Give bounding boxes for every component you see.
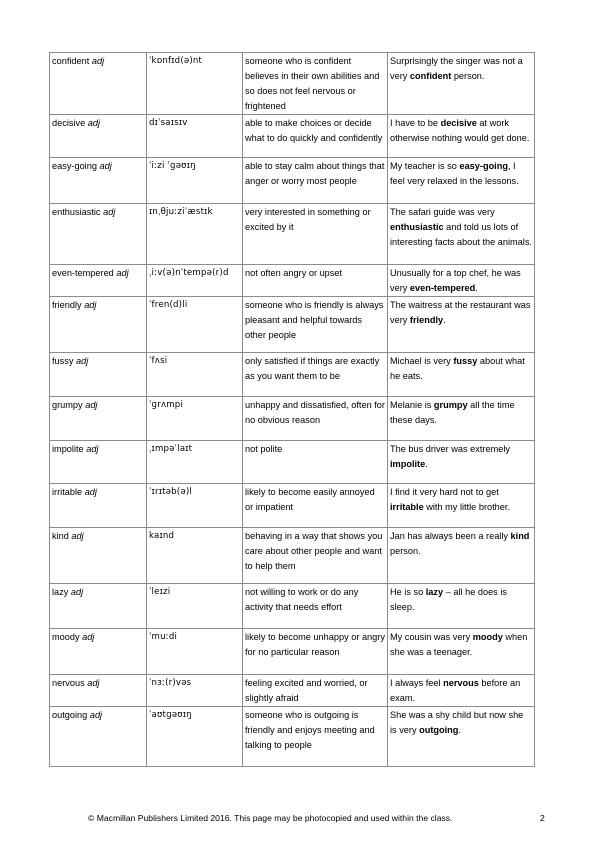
example-keyword: friendly bbox=[409, 315, 444, 325]
example-text: He is so bbox=[390, 587, 426, 597]
part-of-speech: adj bbox=[87, 118, 101, 128]
table-row bbox=[50, 675, 535, 707]
part-of-speech: adj bbox=[70, 587, 84, 597]
example-keyword: lazy bbox=[425, 587, 444, 597]
headword-cell bbox=[50, 629, 147, 675]
definition-cell: feeling excited and worried, or slightly afraid bbox=[243, 675, 388, 707]
table-row bbox=[50, 353, 535, 397]
table-row bbox=[50, 204, 535, 265]
example-text: when she was a teenager. bbox=[390, 632, 528, 657]
part-of-speech: adj bbox=[76, 356, 89, 366]
table-row bbox=[50, 115, 535, 158]
headword: outgoing bbox=[52, 710, 88, 720]
table-row bbox=[50, 158, 535, 204]
headword: decisive bbox=[52, 118, 86, 128]
example-text: . bbox=[443, 315, 446, 325]
example-cell bbox=[388, 158, 535, 204]
example-keyword: impolite bbox=[390, 459, 426, 469]
example-text: I find it very hard not to get bbox=[390, 487, 499, 497]
definition-cell: behaving in a way that shows you care about other people and want to help them bbox=[243, 528, 388, 584]
part-of-speech: adj bbox=[84, 487, 97, 497]
table-row bbox=[50, 441, 535, 484]
example-cell bbox=[388, 584, 535, 629]
table-row bbox=[50, 397, 535, 441]
example-keyword: decisive bbox=[440, 118, 477, 128]
headword-cell bbox=[50, 53, 147, 115]
example-cell bbox=[388, 353, 535, 397]
example-text: , I feel very relaxed in the lessons. bbox=[390, 161, 519, 186]
headword: even-tempered bbox=[52, 268, 114, 278]
pronunciation-cell: ˈiːzi ˈɡəʊɪŋ bbox=[147, 158, 243, 204]
headword: impolite bbox=[52, 444, 84, 454]
example-text: before an exam. bbox=[390, 678, 521, 703]
definition-cell: likely to become unhappy or angry for no particular reason bbox=[243, 629, 388, 675]
headword-cell bbox=[50, 397, 147, 441]
headword: moody bbox=[52, 632, 80, 642]
part-of-speech: adj bbox=[82, 632, 95, 642]
example-text: Jan has always been a really bbox=[390, 531, 511, 541]
example-keyword: even-tempered bbox=[409, 283, 476, 293]
headword: fussy bbox=[52, 356, 74, 366]
example-text: person. bbox=[451, 71, 485, 81]
example-keyword: irritable bbox=[390, 502, 424, 512]
table-row bbox=[50, 265, 535, 297]
example-cell bbox=[388, 441, 535, 484]
definition-cell: very interested in something or excited by it bbox=[243, 204, 388, 265]
example-cell bbox=[388, 204, 535, 265]
pronunciation-cell: ˈɪrɪtəb(ə)l bbox=[147, 484, 243, 528]
vocabulary-table bbox=[49, 52, 535, 767]
example-cell bbox=[388, 265, 535, 297]
headword: irritable bbox=[52, 487, 83, 497]
headword-cell bbox=[50, 484, 147, 528]
headword-cell bbox=[50, 297, 147, 353]
pronunciation-cell: ˈmuːdi bbox=[147, 629, 243, 675]
pronunciation-cell: ˈnɜː(r)vəs bbox=[147, 675, 243, 707]
part-of-speech: adj bbox=[71, 531, 84, 541]
example-text: My cousin was very bbox=[390, 632, 473, 642]
headword: enthusiastic bbox=[52, 207, 101, 217]
headword-cell bbox=[50, 707, 147, 767]
headword: lazy bbox=[52, 587, 69, 597]
headword: kind bbox=[52, 531, 69, 541]
part-of-speech: adj bbox=[89, 710, 103, 720]
headword-cell bbox=[50, 675, 147, 707]
example-text: Surprisingly the singer was not a very bbox=[390, 56, 523, 81]
definition-cell: likely to become easily annoyed or impatient bbox=[243, 484, 388, 528]
example-cell bbox=[388, 53, 535, 115]
example-cell bbox=[388, 675, 535, 707]
headword-cell bbox=[50, 158, 147, 204]
example-keyword: moody bbox=[472, 632, 503, 642]
example-text: I have to be bbox=[390, 118, 441, 128]
definition-cell: not often angry or upset bbox=[243, 265, 388, 297]
example-text: at work otherwise nothing would get done. bbox=[390, 118, 530, 143]
example-text: person. bbox=[390, 546, 421, 556]
pronunciation-cell: ˈfʌsi bbox=[147, 353, 243, 397]
pronunciation-cell: ɪnˌθjuːziˈæstɪk bbox=[147, 204, 243, 265]
example-keyword: nervous bbox=[443, 678, 479, 688]
example-keyword: enthusiastic bbox=[390, 222, 444, 232]
copyright-notice: © Macmillan Publishers Limited 2016. This page may be photocopied and used within the class. bbox=[88, 813, 453, 823]
table-row bbox=[50, 484, 535, 528]
pronunciation-cell: ˌɪmpəˈlaɪt bbox=[147, 441, 243, 484]
part-of-speech: adj bbox=[116, 268, 129, 278]
definition-cell: able to stay calm about things that anger or worry most people bbox=[243, 158, 388, 204]
table-row bbox=[50, 584, 535, 629]
example-cell bbox=[388, 397, 535, 441]
example-keyword: easy-going bbox=[459, 161, 508, 171]
definition-cell: only satisfied if things are exactly as you want them to be bbox=[243, 353, 388, 397]
headword: friendly bbox=[52, 300, 82, 310]
example-keyword: grumpy bbox=[433, 400, 468, 410]
headword: nervous bbox=[52, 678, 85, 688]
definition-cell: someone who is outgoing is friendly and enjoys meeting and talking to people bbox=[243, 707, 388, 767]
pronunciation-cell: kaɪnd bbox=[147, 528, 243, 584]
example-text: . bbox=[475, 283, 478, 293]
pronunciation-cell: ˈaʊtɡəʊɪŋ bbox=[147, 707, 243, 767]
example-text: all the time these days. bbox=[390, 400, 515, 425]
part-of-speech: adj bbox=[91, 56, 105, 66]
definition-cell: not willing to work or do any activity that needs effort bbox=[243, 584, 388, 629]
example-text: and told us lots of interesting facts about the animals. bbox=[390, 222, 532, 247]
definition-cell: not polite bbox=[243, 441, 388, 484]
part-of-speech: adj bbox=[99, 161, 112, 171]
part-of-speech: adj bbox=[87, 678, 100, 688]
table-row bbox=[50, 297, 535, 353]
example-text: – all he does is sleep. bbox=[390, 587, 507, 612]
table-row bbox=[50, 53, 535, 115]
part-of-speech: adj bbox=[103, 207, 116, 217]
example-text: The waitress at the restaurant was very bbox=[390, 300, 531, 325]
headword-cell bbox=[50, 528, 147, 584]
example-text: My teacher is so bbox=[390, 161, 460, 171]
example-keyword: fussy bbox=[453, 356, 478, 366]
example-cell bbox=[388, 528, 535, 584]
headword: confident bbox=[52, 56, 90, 66]
headword-cell bbox=[50, 353, 147, 397]
page-number: 2 bbox=[540, 813, 545, 823]
headword: easy-going bbox=[52, 161, 97, 171]
part-of-speech: adj bbox=[85, 400, 98, 410]
headword-cell bbox=[50, 441, 147, 484]
pronunciation-cell: ˌiːv(ə)nˈtempə(r)d bbox=[147, 265, 243, 297]
definition-cell: someone who is friendly is always pleasant and helpful towards other people bbox=[243, 297, 388, 353]
example-cell bbox=[388, 629, 535, 675]
example-cell bbox=[388, 484, 535, 528]
example-text: with my little brother. bbox=[423, 502, 510, 512]
example-text: Michael is very bbox=[390, 356, 454, 366]
pronunciation-cell: ˈɡrʌmpi bbox=[147, 397, 243, 441]
example-cell bbox=[388, 115, 535, 158]
table-row bbox=[50, 629, 535, 675]
headword: grumpy bbox=[52, 400, 83, 410]
table-row bbox=[50, 528, 535, 584]
headword-cell bbox=[50, 204, 147, 265]
part-of-speech: adj bbox=[84, 300, 97, 310]
page-footer bbox=[0, 811, 599, 825]
example-keyword: confident bbox=[409, 71, 452, 81]
example-text: . bbox=[425, 459, 428, 469]
headword-cell bbox=[50, 115, 147, 158]
example-cell bbox=[388, 297, 535, 353]
pronunciation-cell: ˈfren(d)li bbox=[147, 297, 243, 353]
example-text: Melanie is bbox=[390, 400, 434, 410]
example-text: about what he eats. bbox=[390, 356, 525, 381]
pronunciation-cell: ˈkɒnfɪd(ə)nt bbox=[147, 53, 243, 115]
pronunciation-cell: ˈleɪzi bbox=[147, 584, 243, 629]
example-keyword: outgoing bbox=[419, 725, 459, 735]
example-text: The safari guide was very bbox=[390, 207, 495, 217]
table-row bbox=[50, 707, 535, 767]
headword-cell bbox=[50, 584, 147, 629]
example-text: I always feel bbox=[390, 678, 444, 688]
example-keyword: kind bbox=[510, 531, 530, 541]
example-text: Unusually for a top chef, he was very bbox=[390, 268, 521, 293]
pronunciation-cell: dɪˈsaɪsɪv bbox=[147, 115, 243, 158]
definition-cell: able to make choices or decide what to do quickly and confidently bbox=[243, 115, 388, 158]
definition-cell: unhappy and dissatisfied, often for no obvious reason bbox=[243, 397, 388, 441]
example-cell bbox=[388, 707, 535, 767]
example-text: The bus driver was extremely bbox=[390, 444, 510, 454]
headword-cell bbox=[50, 265, 147, 297]
vocabulary-table-body bbox=[50, 53, 535, 767]
example-text: . bbox=[458, 725, 461, 735]
definition-cell: someone who is confident believes in their own abilities and so does not feel nervous or frightened bbox=[243, 53, 388, 115]
example-text: She was a shy child but now she is very bbox=[390, 710, 524, 735]
part-of-speech: adj bbox=[86, 444, 99, 454]
